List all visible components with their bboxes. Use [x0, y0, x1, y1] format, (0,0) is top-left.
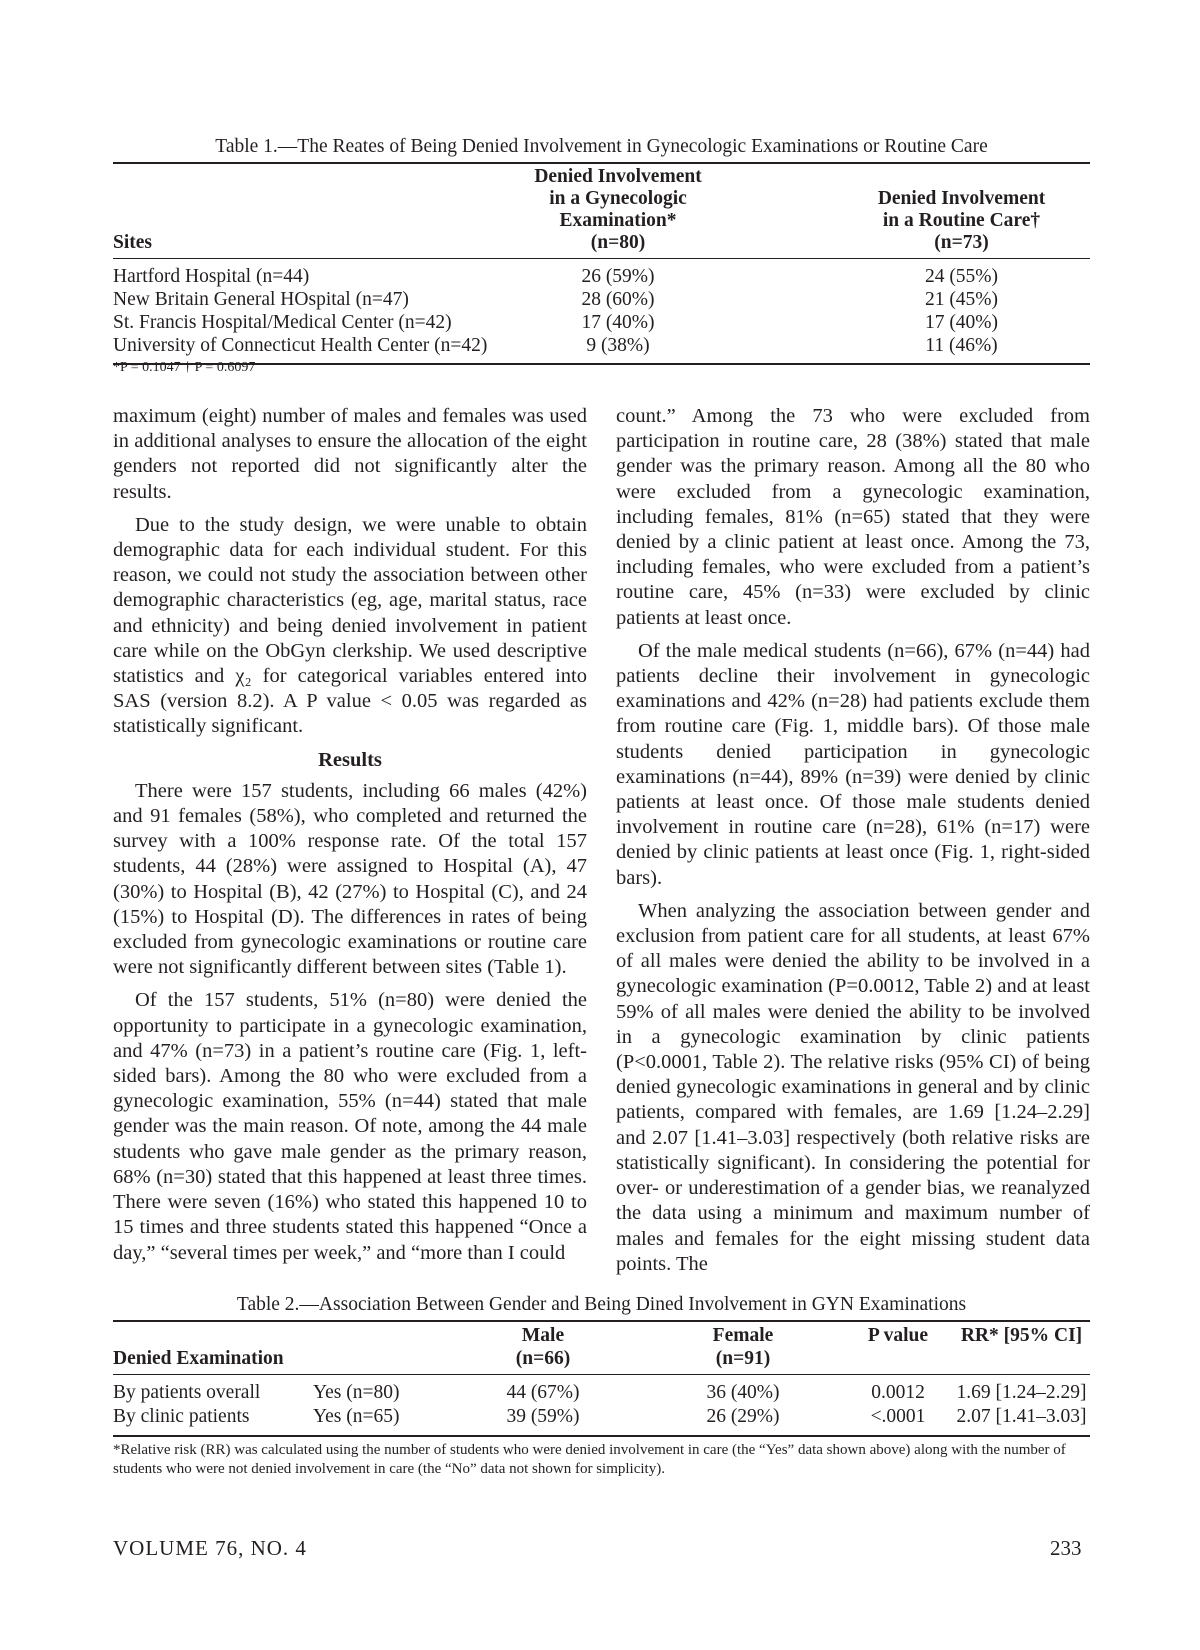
- table2-header-rr: RR* [95% CI]: [953, 1321, 1090, 1375]
- table2-rr: 1.69 [1.24–2.29]: [956, 1382, 1087, 1403]
- table2-female: 26 (29%): [706, 1406, 780, 1427]
- table-row: [113, 334, 1090, 364]
- table1-routine: 11 (46%): [925, 335, 998, 356]
- table2-label: By clinic patients: [113, 1406, 250, 1427]
- table1-site: University of Connecticut Health Center (n=42): [113, 335, 488, 356]
- paragraph: When analyzing the association between gender and exclusion from patient care for all students, at least 67% of all males were denied the ability to be involved in a gynecologic examination (P=0.0012, Table 2) and at least 59% of all males were denied the ability to be involved in a gynecologic examination by clinic patients (P<0.0001, Table 2). The relative risks (95% CI) of being denied gynecologic examinations in general and by clinic patients, compared with females, are 1.69 [1.24–2.29] and 2.07 [1.41–3.03] respectively (both relative risks are statistically significant). In considering the potential for over- or underestimation of a gender bias, we reanalyzed the data using a minimum and maximum number of males and females for the eight missing student data points. The: [616, 899, 1090, 1275]
- table2-p: 0.0012: [871, 1382, 925, 1403]
- paragraph: Due to the study design, we were unable to obtain demographic data for each individual student. For this reason, we could not study the association between other demographic characteristics (eg, age, marital status, race and ethnicity) and being denied involvement in patient care while on the ObGyn clerkship. We used descriptive statistics and χ₂ for categorical variables entered into SAS (version 8.2). A P value < 0.05 was regarded as statistically significant.: [113, 513, 587, 738]
- table-row: [113, 1375, 1090, 1406]
- body-column-left: [113, 404, 587, 1274]
- table1-header-gyn: Denied Involvement in a Gynecologic Examination* (n=80): [493, 163, 743, 259]
- section-heading-results: Results: [318, 748, 382, 771]
- table1-routine: 17 (40%): [924, 312, 999, 333]
- table-row: [113, 288, 1090, 311]
- table2-header-pvalue: P value: [843, 1321, 953, 1375]
- table2-rr: 2.07 [1.41–3.03]: [956, 1406, 1087, 1427]
- paragraph: maximum (eight) number of males and females was used in additional analyses to ensure the allocation of the eight genders not reported did not significantly alter the results.: [113, 405, 587, 503]
- table1-header-row: [113, 163, 1090, 259]
- table1-gyn: 17 (40%): [581, 312, 655, 333]
- table1-routine: 24 (55%): [924, 266, 999, 287]
- table1-gyn: 9 (38%): [586, 335, 650, 356]
- table2-male: 44 (67%): [506, 1382, 580, 1403]
- table1-header-routine: Denied Involvement in a Routine Care† (n=73): [743, 163, 1090, 259]
- paragraph: Of the 157 students, 51% (n=80) were denied the opportunity to participate in a gynecologic examination, and 47% (n=73) in a patient’s routine care (Fig. 1, left-sided bars). Among the 80 who were excluded from a gynecologic examination, 55% (n=44) stated that male gender was the main reason. Of note, among the 44 male students who gave male gender as the primary reason, 68% (n=30) stated that this happened at least three times. There were seven (16%) who stated this happened 10 to 15 times and three students stated this happened “Once a day,” “several times per week,” and “more than I could: [113, 989, 587, 1264]
- table1-caption: Table 1.—The Reates of Being Denied Involvement in Gynecologic Examinations or Routine Care: [215, 136, 988, 157]
- table1-site: New Britain General HOspital (n=47): [113, 289, 409, 310]
- table1: [113, 162, 1090, 365]
- table2-label: By patients overall: [113, 1382, 261, 1403]
- table2-header-exam: Denied Examination: [113, 1321, 313, 1375]
- table1-site: Hartford Hospital (n=44): [113, 266, 310, 287]
- journal-volume: VOLUME 76, NO. 4: [113, 1536, 307, 1560]
- table2-header-blank: [313, 1321, 443, 1375]
- table2-female: 36 (40%): [706, 1382, 780, 1403]
- table-row: [113, 311, 1090, 334]
- table2-header-female: Female (n=91): [643, 1321, 843, 1375]
- table1-site: St. Francis Hospital/Medical Center (n=42): [113, 312, 452, 333]
- table2-header-row: [113, 1321, 1090, 1375]
- paragraph: count.” Among the 73 who were excluded from participation in routine care, 28 (38%) stated that male gender was the primary reason. Among all the 80 who were excluded from a gynecologic examination, including females, 81% (n=65) stated that they were denied by a clinic patient at least once. Among the 73, including females, who were excluded from a patient’s routine care, 45% (n=33) were excluded by clinic patients at least once.: [616, 405, 1090, 629]
- table2-yes: Yes (n=65): [313, 1406, 400, 1427]
- table1-gyn: 26 (59%): [581, 266, 655, 287]
- paragraph: Of the male medical students (n=66), 67% (n=44) had patients decline their involvement in gynecologic examinations and 42% (n=28) had patients exclude them from routine care (Fig. 1, middle bars). Of those male students denied participation in gynecologic examinations (n=44), 89% (n=39) were denied by clinic patients at least once. Of those male students denied involvement in routine care (n=28), 61% (n=17) were denied by clinic patients at least once (Fig. 1, right-sided bars).: [616, 639, 1090, 889]
- table2-caption: Table 2.—Association Between Gender and Being Dined Involvement in GYN Examinations: [236, 1294, 967, 1315]
- table2-p: <.0001: [870, 1406, 926, 1427]
- table2-male: 39 (59%): [506, 1406, 580, 1427]
- table-row: [113, 1405, 1090, 1436]
- table2-footnote: *Relative risk (RR) was calculated using the number of students who were denied involvement in care (the “Yes” data shown above) along with the number of students who were not denied involvement in care (the “No” data not shown for simplicity).: [113, 1442, 1066, 1477]
- page-number: 233: [1050, 1536, 1082, 1560]
- table1-header-sites: Sites: [113, 163, 493, 259]
- paragraph: There were 157 students, including 66 males (42%) and 91 females (58%), who completed and returned the survey with a 100% response rate. Of the total 157 students, 44 (28%) were assigned to Hospital (A), 47 (30%) to Hospital (B), 42 (27%) to Hospital (C), and 24 (15%) to Hospital (D). The differences in rates of being excluded from gynecologic examinations or routine care were not significantly different between sites (Table 1).: [113, 779, 587, 979]
- table1-gyn: 28 (60%): [581, 289, 655, 310]
- table1-footnote: *P = 0.1047 † P = 0.6097: [113, 360, 256, 375]
- table2-header-male: Male (n=66): [443, 1321, 643, 1375]
- table-row: [113, 259, 1090, 289]
- table2-yes: Yes (n=80): [313, 1382, 400, 1403]
- body-column-right: [616, 404, 1090, 1285]
- table2: [113, 1320, 1090, 1437]
- table1-routine: 21 (45%): [924, 289, 999, 310]
